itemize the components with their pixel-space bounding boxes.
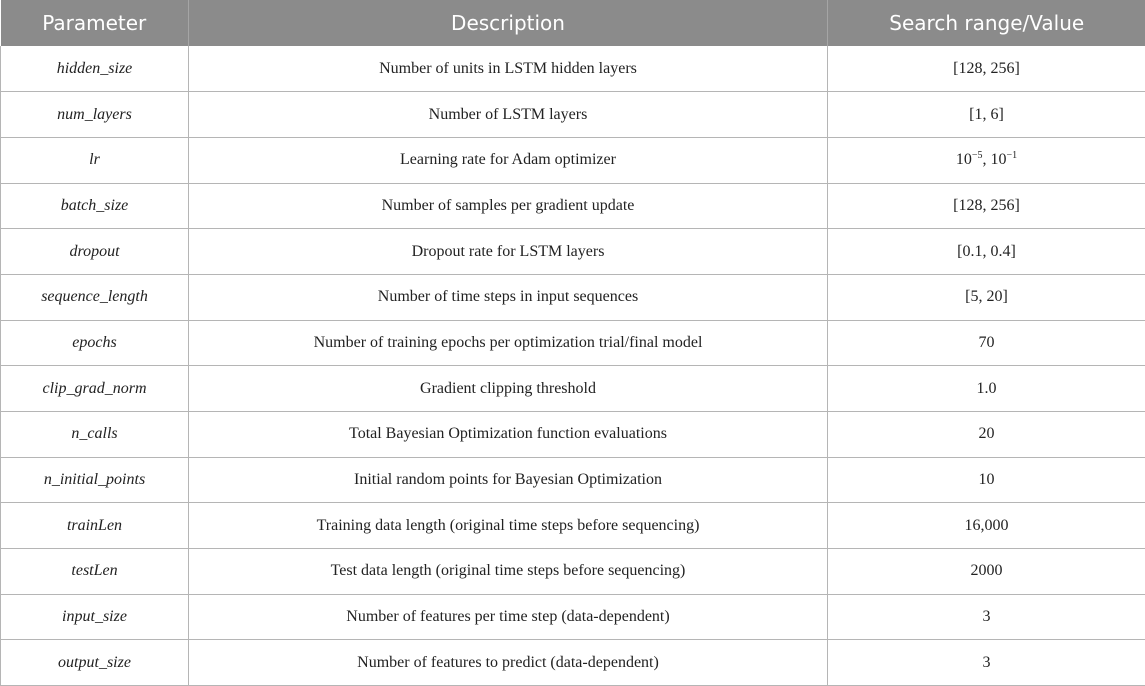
param-cell: n_calls	[1, 412, 189, 458]
table-row	[1, 92, 1145, 138]
value-cell: [128, 256]	[828, 46, 1145, 92]
description-cell: Dropout rate for LSTM layers	[189, 229, 828, 275]
param-cell: n_initial_points	[1, 457, 189, 503]
table-row	[1, 549, 1145, 595]
header-description: Description	[189, 0, 828, 46]
value-cell: 3	[828, 640, 1145, 686]
value-cell: [1, 6]	[828, 92, 1145, 138]
table-row	[1, 183, 1145, 229]
table-row	[1, 137, 1145, 183]
table-row	[1, 412, 1145, 458]
table-row	[1, 640, 1145, 686]
description-cell: Number of units in LSTM hidden layers	[189, 46, 828, 92]
value-cell: 70	[828, 320, 1145, 366]
param-cell: num_layers	[1, 92, 189, 138]
param-cell: trainLen	[1, 503, 189, 549]
value-cell: [128, 256]	[828, 183, 1145, 229]
description-cell: Gradient clipping threshold	[189, 366, 828, 412]
value-cell	[828, 137, 1145, 183]
value-cell: 2000	[828, 549, 1145, 595]
value-exponent: −5	[971, 150, 983, 162]
param-cell: lr	[1, 137, 189, 183]
param-cell: output_size	[1, 640, 189, 686]
value-base: 10	[955, 151, 972, 169]
description-cell: Total Bayesian Optimization function evaluations	[189, 412, 828, 458]
value-base: , 10	[982, 151, 1007, 169]
description-cell: Number of LSTM layers	[189, 92, 828, 138]
param-cell: input_size	[1, 594, 189, 640]
value-cell: 3	[828, 594, 1145, 640]
value-cell: [0.1, 0.4]	[828, 229, 1145, 275]
description-cell: Number of training epochs per optimization trial/final model	[189, 320, 828, 366]
table-row	[1, 594, 1145, 640]
table-row	[1, 46, 1145, 92]
table-row	[1, 366, 1145, 412]
param-cell: testLen	[1, 549, 189, 595]
header-parameter: Parameter	[1, 0, 189, 46]
description-cell: Number of time steps in input sequences	[189, 274, 828, 320]
description-cell: Initial random points for Bayesian Optimization	[189, 457, 828, 503]
value-cell: 20	[828, 412, 1145, 458]
param-cell: sequence_length	[1, 274, 189, 320]
table-row	[1, 274, 1145, 320]
table-row	[1, 503, 1145, 549]
param-cell: dropout	[1, 229, 189, 275]
table-row	[1, 320, 1145, 366]
description-cell: Test data length (original time steps before sequencing)	[189, 549, 828, 595]
param-cell: epochs	[1, 320, 189, 366]
param-cell: batch_size	[1, 183, 189, 229]
value-exponent: −1	[1006, 150, 1018, 162]
value-cell: 10	[828, 457, 1145, 503]
param-cell: hidden_size	[1, 46, 189, 92]
value-cell: 16,000	[828, 503, 1145, 549]
description-cell: Number of samples per gradient update	[189, 183, 828, 229]
description-cell: Training data length (original time steps before sequencing)	[189, 503, 828, 549]
value-cell: 1.0	[828, 366, 1145, 412]
description-cell: Learning rate for Adam optimizer	[189, 137, 828, 183]
table-header-row	[1, 0, 1145, 46]
description-cell: Number of features to predict (data-dependent)	[189, 640, 828, 686]
table-row	[1, 229, 1145, 275]
value-cell: [5, 20]	[828, 274, 1145, 320]
header-search-range: Search range/Value	[889, 11, 1085, 35]
table-row	[1, 457, 1145, 503]
param-cell: clip_grad_norm	[1, 366, 189, 412]
description-cell: Number of features per time step (data-dependent)	[189, 594, 828, 640]
